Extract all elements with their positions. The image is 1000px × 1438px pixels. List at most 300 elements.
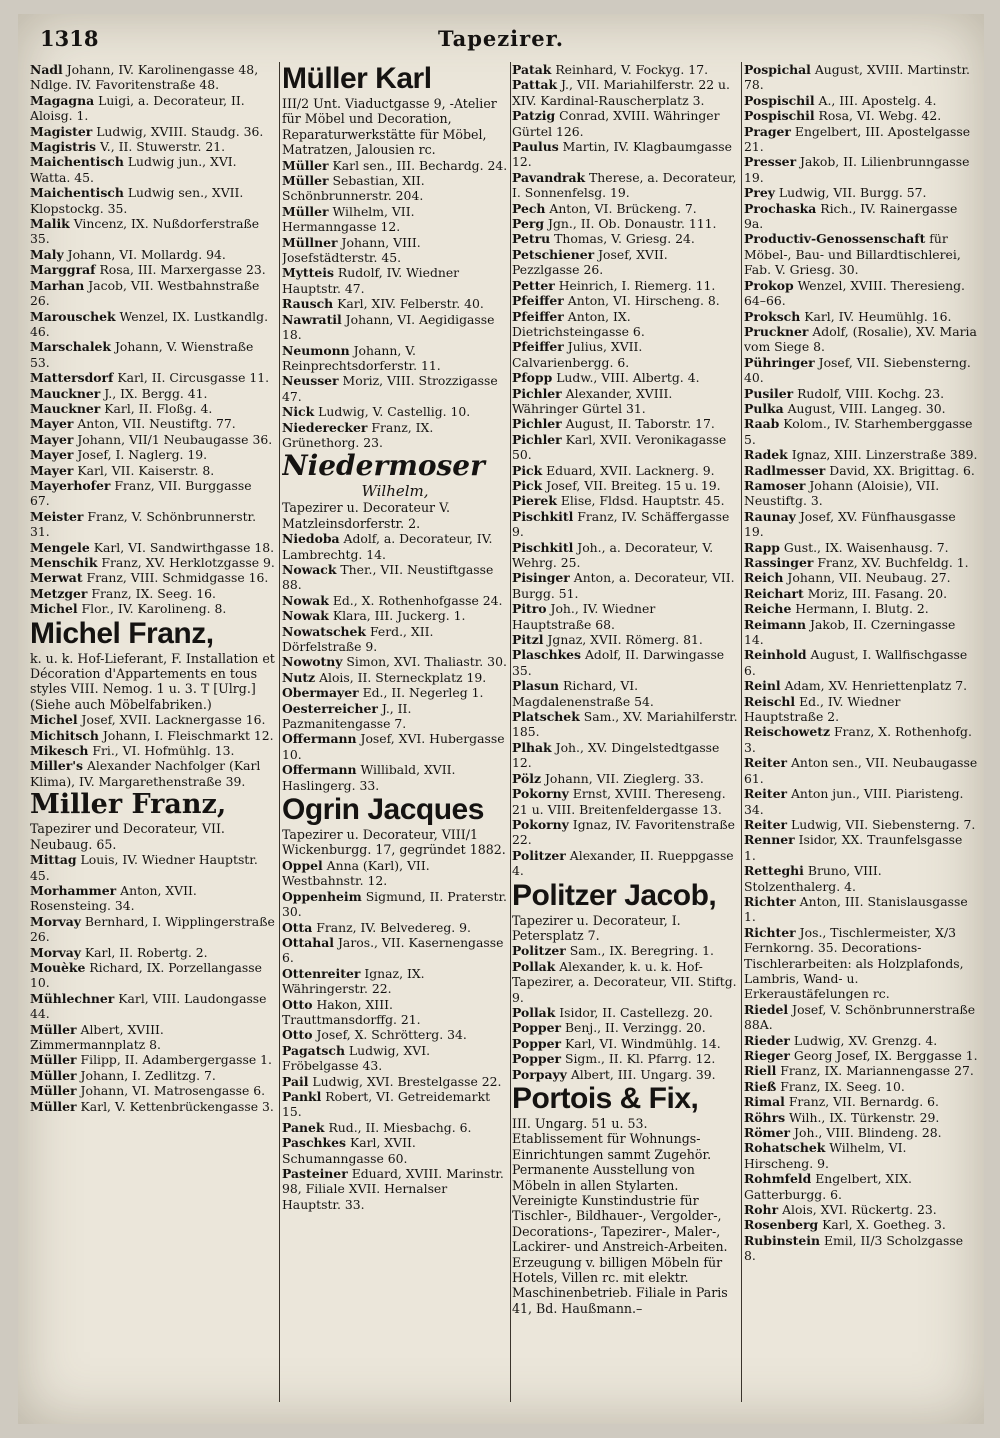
entry-surname: Radek bbox=[744, 447, 788, 463]
entry-details: Sigmund, II. Praterstr. 30. bbox=[282, 888, 507, 920]
entry-details: Ignaz, IV. Favoritenstraße 22. bbox=[512, 816, 735, 848]
entry-surname: Pospischil bbox=[744, 108, 815, 124]
directory-entry bbox=[282, 343, 508, 374]
entry-details: Willibald, XVII. Haslingerg. 33. bbox=[282, 762, 456, 793]
entry-surname: Pail bbox=[282, 1073, 309, 1089]
entry-details: Anton sen., VII. Neubaugasse 61. bbox=[744, 755, 978, 786]
entry-surname: Nowak bbox=[282, 592, 329, 608]
directory-entry bbox=[744, 355, 978, 386]
entry-surname: Michel bbox=[30, 601, 78, 617]
entry-surname: Pruckner bbox=[744, 323, 809, 339]
entry-surname: Mayer bbox=[30, 447, 74, 463]
directory-entry bbox=[30, 712, 275, 727]
directory-entry bbox=[744, 817, 978, 832]
entry-surname: Pulka bbox=[744, 400, 784, 416]
entry-details: Josef, VII. Breiteg. 15 u. 19. bbox=[546, 477, 721, 493]
entry-surname: Pollak bbox=[512, 1004, 556, 1020]
entry-surname: Politzer bbox=[512, 847, 566, 863]
entry-surname: Pollak bbox=[512, 958, 556, 974]
directory-entry bbox=[30, 1083, 275, 1098]
directory-entry bbox=[30, 586, 275, 601]
entry-surname: Müller bbox=[30, 1098, 77, 1114]
display-advertisement-name: Michel Franz, bbox=[30, 616, 214, 650]
entry-details: Adolf, II. Darwingasse 35. bbox=[512, 647, 725, 678]
entry-details: Franz, IX. Grünethorg. 23. bbox=[282, 419, 434, 450]
entry-surname: Popper bbox=[512, 1051, 561, 1067]
directory-entry bbox=[282, 1043, 508, 1074]
entry-surname: Rieger bbox=[744, 1048, 790, 1063]
directory-entry bbox=[30, 1052, 275, 1067]
entry-surname: Pusiler bbox=[744, 385, 794, 401]
advertisement-text: III. Ungarg. 51 u. 53. Etablissement für Wohnungs-Einrichtungen sammt Zugehör. Permanente Ausstellung von Möbeln in allen Stylarten. Vereinigte Kunstindustrie für Tischler-, Bildhauer-, Vergolder-, Decorations-, Tapezirer-, Maler-, Lackirer- und Anstreich-Arbeiten. Erzeugung v. billigen Möbeln für Hotels, Villen rc. mit elektr. Maschinenbetrieb. Filiale in Paris 41, Bd. Haußmann.– bbox=[512, 1116, 728, 1316]
entry-details: Franz, VII. Burggasse 67. bbox=[30, 477, 252, 509]
entry-surname: Rieder bbox=[744, 1032, 790, 1048]
directory-entry bbox=[744, 694, 978, 725]
entry-surname: Rosenberg bbox=[744, 1217, 819, 1233]
entry-details: Anna (Karl), VII. Westbahnstr. 12. bbox=[282, 857, 430, 889]
entry-surname: Platschek bbox=[512, 709, 580, 725]
directory-entry bbox=[512, 601, 738, 632]
directory-entry bbox=[30, 1022, 275, 1053]
entry-details: Sebastian, XII. Schönbrunnerstr. 204. bbox=[282, 173, 425, 204]
directory-entry bbox=[282, 265, 508, 296]
entry-surname: Müller bbox=[282, 157, 329, 173]
entry-details: Ludwig, VII. Siebensterng. 7. bbox=[790, 816, 976, 832]
directory-entry bbox=[282, 997, 508, 1028]
directory-entry bbox=[282, 1027, 508, 1042]
entry-surname: Müller bbox=[282, 203, 329, 219]
entry-surname: Raunay bbox=[744, 508, 796, 524]
entry-details: Moriz, VIII. Strozzigasse 47. bbox=[282, 373, 498, 404]
advertisement-text: Tapezirer u. Decorateur, I. Petersplatz 7. bbox=[512, 912, 681, 943]
entry-surname: Rohr bbox=[744, 1202, 779, 1218]
entry-surname: Patzig bbox=[512, 108, 556, 124]
directory-entry bbox=[30, 991, 275, 1022]
entry-surname: Römer bbox=[744, 1125, 791, 1141]
directory-entry bbox=[512, 771, 738, 786]
directory-entry bbox=[512, 201, 738, 216]
entry-surname: Richter bbox=[744, 924, 796, 940]
directory-entry bbox=[30, 743, 275, 758]
entry-surname: Nowatschek bbox=[282, 623, 367, 639]
entry-details: Joh., IV. Wiedner Hauptstraße 68. bbox=[512, 601, 656, 632]
entry-details: Klara, III. Juckerg. 1. bbox=[332, 608, 466, 624]
entry-surname: Reiter bbox=[744, 816, 788, 832]
directory-entry bbox=[282, 531, 508, 562]
entry-surname: Pattak bbox=[512, 77, 558, 93]
entry-surname: Marschalek bbox=[30, 339, 112, 355]
entry-details: Johann (Aloisie), VII. Neustiftg. 3. bbox=[744, 477, 940, 509]
directory-entry bbox=[282, 404, 508, 419]
directory-entry bbox=[512, 478, 738, 493]
directory-entry bbox=[512, 943, 738, 958]
entry-surname: Pagatsch bbox=[282, 1042, 345, 1058]
entry-details: J., IX. Bergg. 41. bbox=[104, 385, 208, 401]
entry-details: Johann, VII/1 Neubaugasse 36. bbox=[77, 431, 273, 447]
entry-details: Engelbert, III. Apostelgasse 21. bbox=[744, 123, 971, 155]
directory-entry bbox=[30, 570, 275, 585]
directory-entry bbox=[512, 139, 738, 170]
directory-entry bbox=[744, 724, 978, 755]
directory-entry bbox=[512, 278, 738, 293]
directory-entry bbox=[282, 920, 508, 935]
directory-entry bbox=[512, 786, 738, 817]
entry-surname: Mattersdorf bbox=[30, 370, 114, 386]
advertisement-text: Tapezirer u. Decorateur V. Matzleinsdorferstr. 2. bbox=[282, 500, 450, 531]
entry-details: V., II. Stuwerstr. 21. bbox=[99, 139, 226, 155]
entry-surname: Miller's bbox=[30, 758, 84, 774]
entry-surname: Prey bbox=[744, 185, 775, 201]
directory-entry bbox=[744, 93, 978, 108]
directory-entry bbox=[744, 478, 978, 509]
entry-details: Karl, XIV. Felberstr. 40. bbox=[337, 296, 484, 312]
directory-entry bbox=[282, 1074, 508, 1089]
directory-entry bbox=[512, 247, 738, 278]
entry-details: Josef, X. Schrötterg. 34. bbox=[316, 1027, 467, 1043]
entry-details: Ignaz, XIII. Linzerstraße 389. bbox=[791, 447, 978, 463]
entry-surname: Nowotny bbox=[282, 654, 343, 670]
entry-surname: Pierek bbox=[512, 493, 557, 509]
directory-entry bbox=[30, 62, 275, 93]
entry-details: Rudolf, IV. Wiedner Hauptstr. 47. bbox=[282, 265, 460, 296]
entry-details: Rich., IV. Rainergasse 9a. bbox=[744, 200, 958, 232]
display-advertisement-name: Ogrin Jacques bbox=[282, 793, 484, 827]
entry-surname: Richter bbox=[744, 893, 796, 909]
entry-details: Karl sen., III. Bechardg. 24. bbox=[332, 157, 508, 173]
directory-entry bbox=[512, 309, 738, 340]
entry-surname: Pfopp bbox=[512, 370, 553, 386]
directory-entry bbox=[744, 1048, 978, 1063]
entry-surname: Proksch bbox=[744, 308, 801, 324]
directory-entry bbox=[744, 463, 978, 478]
directory-entry bbox=[744, 1094, 978, 1109]
advertisement-text: Tapezirer und Decorateur, VII. Neubaug. 65. bbox=[30, 821, 225, 852]
entry-details: Ludwig sen., XVII. Klopstockg. 35. bbox=[30, 185, 244, 216]
entry-surname: Pühringer bbox=[744, 354, 815, 370]
directory-entry bbox=[512, 77, 738, 108]
entry-details: Karl, VIII. Laudongasse 44. bbox=[30, 990, 267, 1022]
entry-surname: Rieß bbox=[744, 1078, 777, 1094]
entry-details: Wilhelm, VI. Hirscheng. 9. bbox=[744, 1140, 907, 1171]
directory-entry bbox=[282, 373, 508, 404]
directory-entry bbox=[512, 416, 738, 431]
entry-surname: Mauckner bbox=[30, 400, 101, 416]
entry-details: Karl, VI. Sandwirthgasse 18. bbox=[93, 539, 275, 555]
entry-surname: Radlmesser bbox=[744, 462, 826, 478]
directory-entry bbox=[744, 154, 978, 185]
entry-details: Johann, VII. Neubaug. 27. bbox=[787, 570, 951, 586]
directory-entry bbox=[744, 601, 978, 616]
directory-entry bbox=[282, 858, 508, 889]
directory-entry bbox=[30, 463, 275, 478]
entry-details: Hermann, I. Blutg. 2. bbox=[795, 601, 929, 617]
entry-surname: Paulus bbox=[512, 139, 559, 155]
entry-surname: Reiche bbox=[744, 601, 792, 617]
directory-entry bbox=[744, 185, 978, 200]
directory-entry bbox=[744, 555, 978, 570]
directory-entry bbox=[512, 432, 738, 463]
directory-entry bbox=[512, 463, 738, 478]
directory-entry bbox=[744, 401, 978, 416]
directory-entry bbox=[744, 278, 978, 309]
entry-details: Kolom., IV. Starhemberggasse 5. bbox=[744, 416, 973, 447]
entry-surname: Pokorny bbox=[512, 816, 569, 832]
entry-details: Anton, VI. Brückeng. 7. bbox=[549, 200, 697, 216]
entry-details: Franz, XV. Herklotzgasse 9. bbox=[101, 555, 275, 570]
entry-details: Karl, IV. Heumühlg. 16. bbox=[804, 308, 952, 324]
entry-surname: Reinl bbox=[744, 678, 781, 694]
directory-entry bbox=[30, 728, 275, 743]
entry-surname: Pick bbox=[512, 462, 543, 478]
entry-details: Franz, VII. Bernardg. 6. bbox=[788, 1094, 939, 1110]
directory-entry bbox=[512, 386, 738, 417]
entry-details: Johann, VI. Matrosengasse 6. bbox=[80, 1083, 266, 1099]
entry-surname: Reinhold bbox=[744, 647, 807, 663]
entry-surname: Plhak bbox=[512, 739, 552, 755]
entry-surname: Reischowetz bbox=[744, 724, 830, 740]
directory-entry bbox=[512, 62, 738, 77]
entry-details: Franz, IX. Mariannengasse 27. bbox=[780, 1063, 974, 1079]
directory-entry bbox=[512, 370, 738, 385]
page-title: Tapezirer. bbox=[437, 26, 565, 51]
entry-details: Adolf, a. Decorateur, IV. Lambrechtg. 14. bbox=[282, 531, 493, 562]
entry-details: Karl, V. Kettenbrückengasse 3. bbox=[80, 1098, 274, 1114]
entry-details: Therese, a. Decorateur, I. Sonnenfelsg. 19. bbox=[512, 169, 737, 201]
entry-details: Jaros., VII. Kasernengasse 6. bbox=[282, 934, 504, 966]
entry-details: Jacob, VII. Westbahnstraße 26. bbox=[30, 277, 260, 309]
entry-details: Franz, IX. Seeg. 10. bbox=[780, 1078, 905, 1094]
entry-details: Johann, IV. Karolinengasse 48, Ndlge. IV. Favoritenstraße 48. bbox=[30, 62, 259, 93]
directory-entry bbox=[512, 647, 738, 678]
directory-entry bbox=[30, 386, 275, 401]
directory-entry bbox=[744, 678, 978, 693]
entry-details: Ed., IV. Wiedner Hauptstraße 2. bbox=[744, 693, 901, 725]
directory-entry bbox=[744, 1233, 978, 1264]
entry-details: Anton, VI. Hirscheng. 8. bbox=[567, 293, 720, 309]
entry-surname: Niedoba bbox=[282, 531, 340, 547]
directory-entry bbox=[282, 624, 508, 655]
directory-entry bbox=[30, 852, 275, 883]
entry-details: Richard, IX. Porzellangasse 10. bbox=[30, 959, 262, 991]
directory-entry bbox=[30, 262, 275, 277]
directory-entry bbox=[512, 108, 738, 139]
entry-surname: Reischl bbox=[744, 693, 796, 709]
directory-entry bbox=[30, 154, 275, 185]
entry-details: Hakon, XIII. Trauttmansdorffg. 21. bbox=[282, 996, 421, 1027]
entry-details: Ludwig, VII. Burgg. 57. bbox=[778, 185, 927, 201]
entry-surname: Popper bbox=[512, 1035, 561, 1051]
entry-details: Josef, XV. Fünfhausgasse 19. bbox=[744, 508, 956, 540]
entry-surname: Pankl bbox=[282, 1088, 322, 1104]
entry-details: Eduard, XVII. Lacknerg. 9. bbox=[546, 462, 715, 478]
entry-details: Rosa, III. Marxergasse 23. bbox=[99, 262, 266, 278]
entry-surname: Otta bbox=[282, 919, 313, 935]
entry-details: Franz, X. Rothenhofg. 3. bbox=[744, 724, 972, 755]
directory-entry bbox=[744, 324, 978, 355]
entry-surname: Plaschkes bbox=[512, 647, 582, 663]
display-advertisement-name: Miller Franz, bbox=[30, 789, 227, 821]
directory-entry bbox=[744, 447, 978, 462]
entry-details: Josef, XVII. Lacknergasse 16. bbox=[81, 712, 266, 728]
entry-surname: Petter bbox=[512, 277, 555, 293]
directory-entry bbox=[512, 632, 738, 647]
directory-entry bbox=[512, 817, 738, 848]
directory-entry bbox=[744, 1125, 978, 1140]
directory-entry bbox=[744, 509, 978, 540]
directory-entry bbox=[744, 1063, 978, 1078]
entry-details: Ludwig, XVI. Fröbelgasse 43. bbox=[282, 1042, 431, 1074]
entry-surname: Retteghi bbox=[744, 863, 804, 879]
entry-surname: Müller bbox=[30, 1052, 77, 1068]
directory-entry bbox=[744, 1140, 978, 1171]
directory-entry bbox=[30, 370, 275, 385]
entry-surname: Pokorny bbox=[512, 786, 569, 802]
entry-details: Fri., VI. Hofmühlg. 13. bbox=[92, 743, 235, 759]
entry-surname: Pavandrak bbox=[512, 169, 586, 185]
directory-entry bbox=[744, 1171, 978, 1202]
entry-surname: Mytteis bbox=[282, 265, 334, 281]
directory-entry bbox=[30, 540, 275, 555]
directory-entry bbox=[744, 925, 978, 1002]
directory-entry bbox=[282, 1089, 508, 1120]
display-advertisement-name: Niedermoser bbox=[282, 449, 485, 483]
entry-details: Johann, VI. Aegidigasse 18. bbox=[282, 311, 495, 343]
entry-details: Martin, IV. Klagbaumgasse 12. bbox=[512, 139, 732, 170]
directory-entry bbox=[282, 608, 508, 623]
directory-entry bbox=[282, 889, 508, 920]
entry-details: für Möbel-, Bau- und Billardtischlerei, Fab. V. Griesg. 30. bbox=[744, 231, 961, 278]
entry-details: Alexander, II. Rueppgasse 4. bbox=[512, 847, 734, 879]
directory-entry bbox=[30, 960, 275, 991]
directory-entry bbox=[282, 562, 508, 593]
entry-surname: Perg bbox=[512, 216, 545, 232]
entry-surname: Mayer bbox=[30, 431, 74, 447]
directory-entry bbox=[30, 883, 275, 914]
directory-entry bbox=[30, 758, 275, 789]
entry-details: Heinrich, I. Riemerg. 11. bbox=[558, 277, 716, 293]
directory-entry bbox=[744, 586, 978, 601]
entry-surname: Panek bbox=[282, 1119, 325, 1135]
directory-entry bbox=[30, 185, 275, 216]
entry-details: Wilhelm, VII. Hermanngasse 12. bbox=[282, 203, 415, 235]
entry-details: Karl, VI. Windmühlg. 14. bbox=[564, 1035, 721, 1051]
entry-surname: Mittag bbox=[30, 852, 77, 868]
entry-surname: Pitro bbox=[512, 601, 547, 617]
column-rule bbox=[510, 62, 511, 1402]
entry-surname: Rohmfeld bbox=[744, 1171, 812, 1187]
entry-details: Bernhard, I. Wipplingerstraße 26. bbox=[30, 913, 275, 945]
advertisement-subtitle: Wilhelm, bbox=[361, 482, 429, 501]
directory-column-3 bbox=[512, 62, 738, 1412]
entry-details: Rosa, VI. Webg. 42. bbox=[818, 108, 942, 124]
entry-details: Elise, Fldsd. Hauptstr. 45. bbox=[560, 493, 725, 509]
entry-surname: Oppel bbox=[282, 857, 323, 873]
directory-entry bbox=[744, 786, 978, 817]
entry-surname: Pölz bbox=[512, 770, 541, 786]
directory-entry bbox=[744, 894, 978, 925]
entry-details: Ludw., VIII. Albertg. 4. bbox=[556, 370, 700, 386]
directory-entry bbox=[282, 235, 508, 266]
entry-details: Ed., II. Negerleg 1. bbox=[362, 685, 484, 701]
entry-details: Joh., a. Decorateur, V. Wehrg. 25. bbox=[512, 539, 714, 570]
directory-entry bbox=[282, 762, 508, 793]
entry-surname: Nawratil bbox=[282, 311, 342, 327]
directory-entry bbox=[30, 401, 275, 416]
entry-details: Alois, XVI. Rückertg. 23. bbox=[782, 1202, 937, 1218]
directory-entry bbox=[282, 701, 508, 732]
entry-surname: Pichler bbox=[512, 416, 562, 432]
directory-entry bbox=[744, 1033, 978, 1048]
entry-details: Wilh., IX. Türkenstr. 29. bbox=[789, 1109, 940, 1125]
entry-surname: Mayer bbox=[30, 416, 74, 432]
entry-details: Anton, III. Stanislausgasse 1. bbox=[744, 893, 968, 925]
entry-details: Engelbert, XIX. Gatterburgg. 6. bbox=[744, 1171, 912, 1202]
directory-entry bbox=[512, 170, 738, 201]
entry-details: Alexander, k. u. k. Hof-Tapezirer, a. Decorateur, VII. Stiftg. 9. bbox=[512, 958, 737, 1005]
entry-surname: Oppenheim bbox=[282, 888, 362, 904]
entry-details: Sam., XV. Mariahilferstr. 185. bbox=[512, 709, 738, 740]
directory-entry bbox=[744, 863, 978, 894]
entry-surname: Nowak bbox=[282, 608, 329, 624]
entry-details: Moriz, III. Fasang. 20. bbox=[807, 585, 948, 601]
directory-entry bbox=[512, 540, 738, 571]
directory-entry bbox=[30, 124, 275, 139]
entry-surname: Michitsch bbox=[30, 727, 99, 743]
directory-column-2 bbox=[282, 62, 508, 1412]
directory-entry bbox=[30, 601, 275, 616]
entry-details: Johann, VII. Zieglerg. 33. bbox=[544, 770, 704, 786]
directory-column-1 bbox=[30, 62, 275, 1412]
entry-details: Joh., VIII. Blindeng. 28. bbox=[794, 1125, 942, 1141]
directory-entry bbox=[744, 201, 978, 232]
directory-entry bbox=[30, 309, 275, 340]
entry-details: Robert, VI. Getreidemarkt 15. bbox=[282, 1088, 491, 1120]
entry-surname: Pfeiffer bbox=[512, 308, 564, 324]
entry-details: Georg Josef, IX. Berggasse 1. bbox=[793, 1048, 978, 1063]
entry-surname: Müller bbox=[30, 1067, 77, 1083]
entry-surname: Nick bbox=[282, 404, 315, 420]
directory-entry bbox=[744, 1217, 978, 1232]
entry-surname: Neumonn bbox=[282, 342, 350, 358]
entry-surname: Maly bbox=[30, 246, 64, 262]
entry-details: Josef, XVII. Pezzlgasse 26. bbox=[512, 246, 668, 278]
entry-details: Johann, V. Wienstraße 53. bbox=[30, 339, 254, 370]
directory-entry bbox=[282, 670, 508, 685]
entry-details: Ferd., XII. Dörfelstraße 9. bbox=[282, 623, 434, 654]
entry-details: Johann, VI. Mollardg. 94. bbox=[67, 246, 226, 262]
entry-surname: Ottahal bbox=[282, 934, 335, 950]
advertisement-text: k. u. k. Hof-Lieferant, F. Installation et Décoration d'Appartements en tous styles VIII. Nemog. 1 u. 3. T [Ulrg.] (Siehe auch Möbelfabriken.) bbox=[30, 650, 275, 712]
entry-surname: Nowack bbox=[282, 561, 337, 577]
entry-details: Franz, V. Schönbrunnerstr. 31. bbox=[30, 508, 257, 540]
entry-surname: Magistris bbox=[30, 139, 97, 155]
directory-entry bbox=[30, 247, 275, 262]
entry-details: Jakob, II. Czerningasse 14. bbox=[744, 616, 956, 648]
entry-surname: Pischkitl bbox=[512, 539, 574, 555]
directory-entry bbox=[282, 173, 508, 204]
entry-details: Isidor, II. Castellezg. 20. bbox=[559, 1004, 713, 1020]
entry-surname: Porpayy bbox=[512, 1066, 567, 1082]
entry-surname: Prager bbox=[744, 123, 791, 139]
entry-surname: Riedel bbox=[744, 1001, 789, 1017]
entry-surname: Rubinstein bbox=[744, 1232, 820, 1248]
column-rule bbox=[741, 62, 742, 1402]
page-number: 1318 bbox=[40, 26, 99, 51]
directory-entry bbox=[30, 432, 275, 447]
entry-details: Anton, XVII. Rosensteing. 34. bbox=[30, 882, 197, 914]
directory-entry bbox=[282, 935, 508, 966]
entry-surname: Maichentisch bbox=[30, 185, 124, 201]
